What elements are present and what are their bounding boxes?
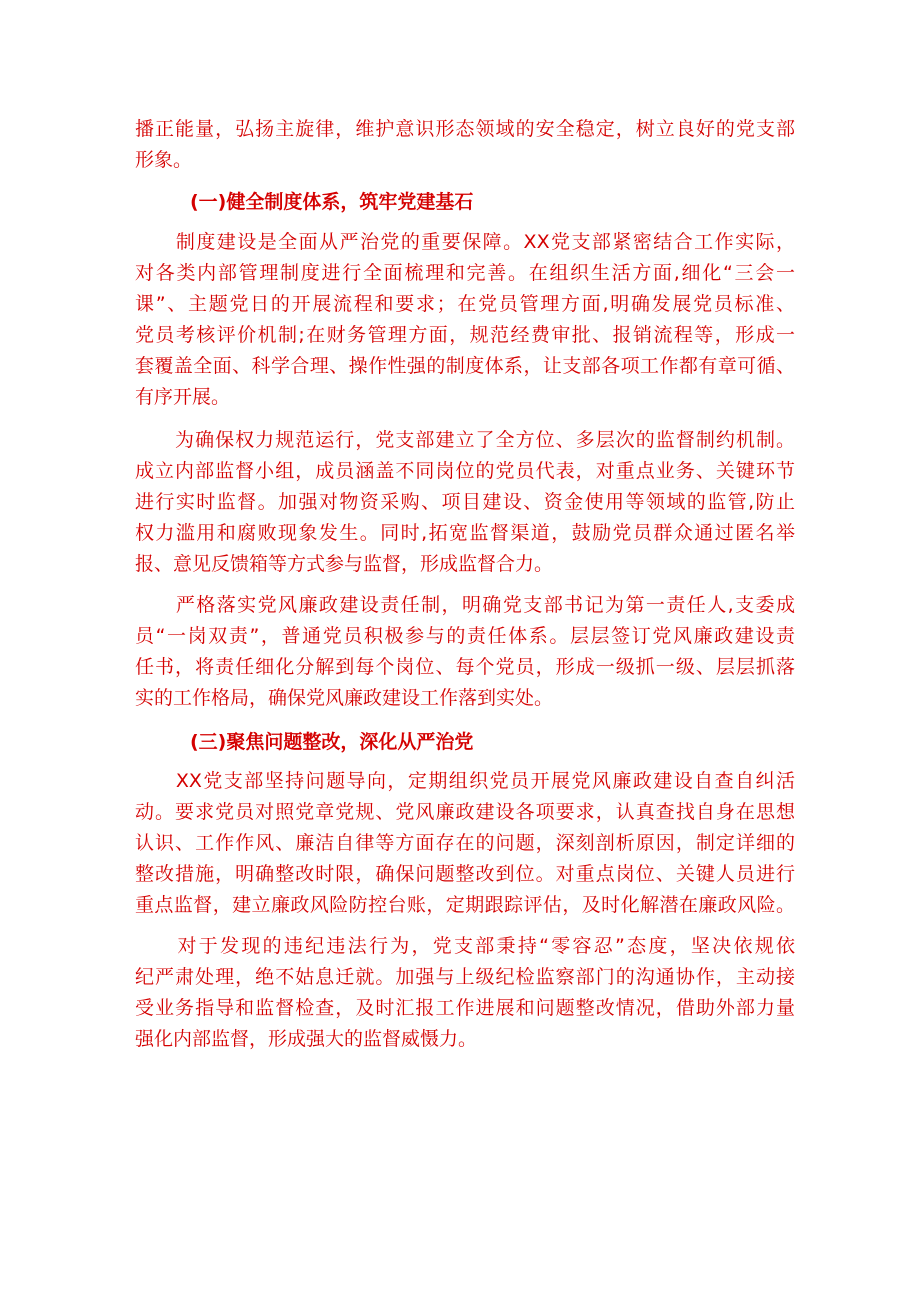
section-heading-3: (三)聚焦问题整改，深化从严治党 [190, 731, 474, 753]
text-line: 强化内部监督，形成强大的监督威慑力。 [135, 1028, 478, 1050]
text-line: 党员考核评价机制;在财务管理方面，规范经费审批、报销流程等，形成一 [135, 324, 795, 346]
text-line: 有序开展。 [135, 386, 231, 408]
text-line: 课”、主题党日的开展流程和要求；在党员管理方面,明确发展党员标准、 [135, 293, 795, 315]
text-line: 重点监督，建立廉政风险防控台账，定期跟踪评估，及时化解潜在廉政风险。 [135, 894, 795, 916]
text-line: 进行实时监督。加强对物资采购、项目建设、资金使用等领域的监管,防止 [135, 491, 795, 513]
text-line: 员“一岗双责”，普通党员积极参与的责任体系。层层签订党风廉政建设责 [135, 625, 795, 647]
text-line: 认识、工作作风、廉洁自律等方面存在的问题，深刻剖析原因，制定详细的 [135, 832, 795, 854]
text-line: 成立内部监督小组，成员涵盖不同岗位的党员代表，对重点业务、关键环节 [135, 460, 795, 482]
paragraph-responsibility [135, 590, 795, 714]
text-line: 整改措施，明确整改时限，确保问题整改到位。对重点岗位、关键人员进行 [135, 863, 795, 885]
text-line: 对各类内部管理制度进行全面梳理和完善。在组织生活方面,细化“三会一 [135, 262, 795, 284]
text-line: 报、意见反馈箱等方式参与监督，形成监督合力。 [135, 553, 554, 575]
text-line: 套覆盖全面、科学合理、操作性强的制度体系，让支部各项工作都有章可循、 [135, 355, 795, 377]
section-heading-1: (一)健全制度体系，筑牢党建基石 [190, 191, 474, 213]
paragraph-intro-tail [135, 114, 795, 176]
text-line: 为确保权力规范运行，党支部建立了全方位、多层次的监督制约机制。 [135, 429, 795, 451]
text-line: 严格落实党风廉政建设责任制，明确党支部书记为第一责任人,支委成 [135, 594, 795, 616]
paragraph-system-building [135, 227, 795, 413]
text-line: 形象。 [135, 149, 193, 171]
text-line: 受业务指导和监督检查，及时汇报工作进展和问题整改情况，借助外部力量 [135, 997, 795, 1019]
paragraph-self-inspection [135, 766, 795, 921]
text-line: 权力滥用和腐败现象发生。同时,拓宽监督渠道，鼓励党员群众通过匿名举 [135, 522, 795, 544]
text-line: 任书，将责任细化分解到每个岗位、每个党员，形成一级抓一级、层层抓落 [135, 656, 795, 678]
text-line: 纪严肃处理，绝不姑息迁就。加强与上级纪检监察部门的沟通协作，主动接 [135, 966, 795, 988]
paragraph-supervision [135, 425, 795, 580]
text-line: 对于发现的违纪违法行为，党支部秉持“零容忍”态度，坚决依规依 [135, 935, 795, 957]
text-line: 动。要求党员对照党章党规、党风廉政建设各项要求，认真查找自身在思想 [135, 801, 795, 823]
text-line: 播正能量，弘扬主旋律，维护意识形态领域的安全稳定，树立良好的党支部 [135, 118, 795, 140]
paragraph-zero-tolerance [135, 931, 795, 1055]
text-line: XX党支部坚持问题导向，定期组织党员开展党风廉政建设自查自纠活 [135, 770, 795, 792]
text-line: 制度建设是全面从严治党的重要保障。XX党支部紧密结合工作实际， [135, 231, 795, 253]
text-line: 实的工作格局，确保党风廉政建设工作落到实处。 [135, 687, 554, 709]
